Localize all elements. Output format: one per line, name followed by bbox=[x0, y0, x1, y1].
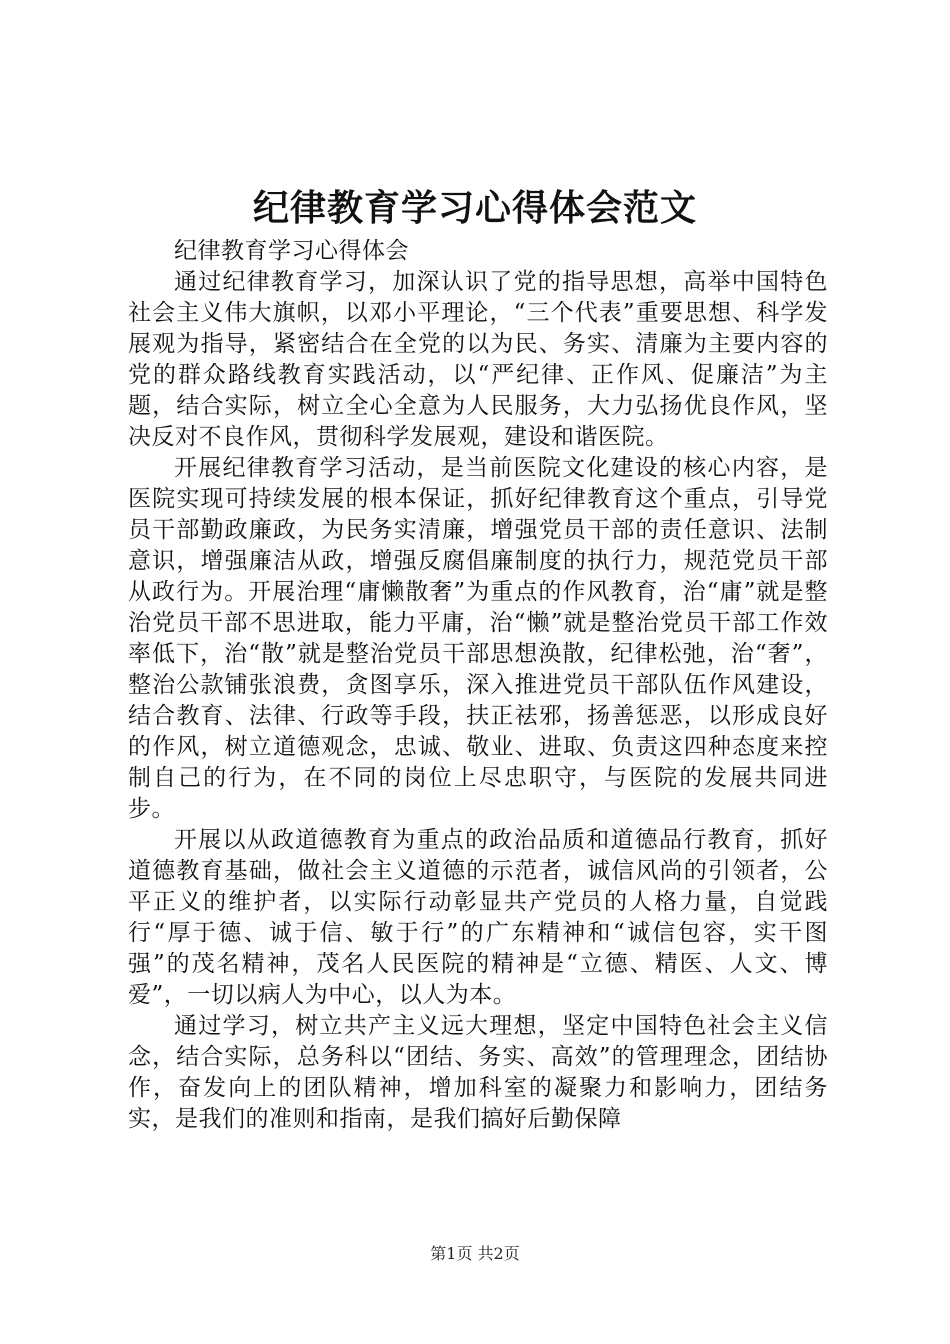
body-paragraph: 通过纪律教育学习，加深认识了党的指导思想，高举中国特色社会主义伟大旗帜，以邓小平理论，“三个代表”重要思想、科学发展观为指导，紧密结合在全党的以为民、务实、清廉为主要内容的党的群众路线教育实践活动，以“严纪律、正作风、促廉洁”为主题，结合实际，树立全心全意为人民服务，大力弘扬优良作风，坚决反对不良作风，贯彻科学发展观，建设和谐医院。 bbox=[128, 269, 828, 450]
document-title: 纪律教育学习心得体会范文 bbox=[252, 187, 697, 229]
body-paragraph: 开展以从政道德教育为重点的政治品质和道德品行教育，抓好道德教育基础，做社会主义道德的示范者，诚信风尚的引领者，公平正义的维护者，以实际行动彰显共产党员的人格力量，自觉践行“厚于德、诚于信、敏于行”的广东精神和“诚信包容，实干图强”的茂名精神，茂名人民医院的精神是“立德、精医、人文、博爱”，一切以病人为中心，以人为本。 bbox=[128, 827, 828, 1008]
body-paragraph: 开展纪律教育学习活动，是当前医院文化建设的核心内容，是医院实现可持续发展的根本保证，抓好纪律教育这个重点，引导党员干部勤政廉政，为民务实清廉，增强党员干部的责任意识、法制意识，增强廉洁从政，增强反腐倡廉制度的执行力，规范党员干部从政行为。开展治理“庸懒散奢”为重点的作风教育，治“庸”就是整治党员干部不思进取，能力平庸，治“懒”就是整治党员干部工作效率低下，治“散”就是整治党员干部思想涣散，纪律松弛，治“奢”，整治公款铺张浪费，贪图享乐，深入推进党员干部队伍作风建设，结合教育、法律、行政等手段，扶正祛邪，扬善惩恶，以形成良好的作风，树立道德观念，忠诚、敬业、进取、负责这四种态度来控制自己的行为，在不同的岗位上尽忠职守，与医院的发展共同进步。 bbox=[128, 455, 828, 822]
body-paragraph: 纪律教育学习心得体会 bbox=[174, 238, 409, 264]
document-body bbox=[128, 236, 828, 1135]
page-number-footer: 第1页 共2页 bbox=[430, 1244, 520, 1263]
body-paragraph: 通过学习，树立共产主义远大理想，坚定中国特色社会主义信念，结合实际，总务科以“团结、务实、高效”的管理理念，团结协作，奋发向上的团队精神，增加科室的凝聚力和影响力，团结务实，是我们的准则和指南，是我们搞好后勤保障 bbox=[128, 1013, 828, 1132]
